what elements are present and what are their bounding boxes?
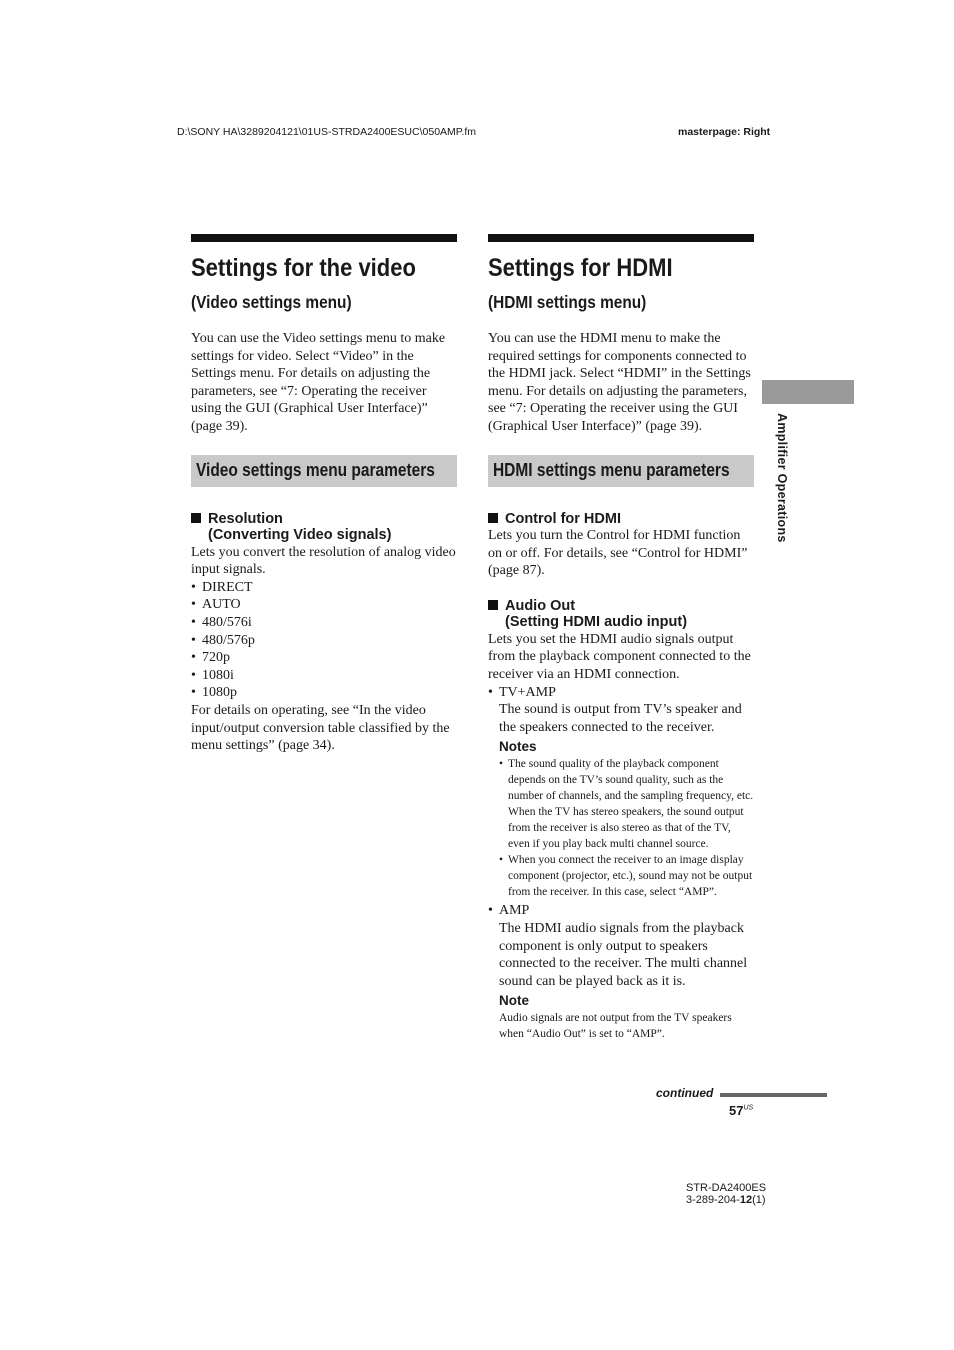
section-band-hdmi [488,455,754,487]
heading-resolution: Resolution (Converting Video signals) [191,511,457,544]
header-file-path: D:\SONY HA\3289204121\01US-STRDA2400ESUC\050AMP.fm [177,126,477,138]
part-code: 3-289-204-12(1) [686,1194,766,1206]
page-number: $57^{US}$ [729,1103,754,1118]
continued-label: continued [656,1086,714,1100]
option-amp-desc: The HDMI audio signals from the playback component is only output to speakers connected to the receiver. The multi channel sound can be played back as it is. [499,921,748,989]
audio-out-options [488,684,754,702]
notes-list [488,756,754,900]
title-rule [191,234,457,242]
section-band-video [191,455,457,487]
heading-control-for-hdmi: Control for HDMI [488,511,754,528]
list-item: • 480/576p [191,632,457,650]
page-title-video: Settings for the video [191,254,416,282]
list-item: • AUTO [191,596,457,614]
intro-video: You can use the Video settings menu to make settings for video. Select “Video” in the Settings menu. For details on adjusting the parameters, see “7: Operating the receiver using the GUI (Graphical User Interface)” (page 39). [191,331,446,434]
list-item: • TV+AMP [488,684,754,702]
model-number: STR-DA2400ES [686,1182,767,1194]
square-bullet-icon [488,600,498,610]
list-item: • The sound quality of the playback component depends on the TV’s sound quality, such as the number of channels, and the sampling frequency, etc. When the TV has stereo speakers, the sound output from the receiver is also stereo as that of the TV, even if you play back multi channel source. [488,756,754,852]
audio-out-desc: Lets you set the HDMI audio signals output from the playback component connected to the receiver via an HDMI connection. [488,631,751,683]
header-masterpage: masterpage: Right [678,126,771,138]
title-rule [488,234,754,242]
subtitle-hdmi: (HDMI settings menu) [488,292,647,312]
list-item: • AMP [488,902,754,920]
list-item: • 1080i [191,667,457,685]
resolution-options [191,579,457,702]
list-item: • 1080p [191,684,457,702]
list-item: • 720p [191,649,457,667]
side-tab-label: Amplifier Operations [775,413,789,543]
section-band-video-label: Video settings menu parameters [196,460,435,481]
notes-heading: Notes [499,739,537,755]
resolution-desc: Lets you convert the resolution of analog video input signals. [191,544,456,578]
resolution-footer: For details on operating, see “In the video input/output conversion table classified by the menu settings” (page 34). [191,702,450,754]
right-column [488,234,754,1042]
list-item: • DIRECT [191,579,457,597]
subtitle-video: (Video settings menu) [191,292,352,312]
left-column [191,234,457,755]
square-bullet-icon [488,513,498,523]
side-tab-marker [762,380,854,404]
note-heading: Note [499,993,529,1009]
audio-out-options-2 [488,902,754,920]
page-title-hdmi: Settings for HDMI [488,254,673,282]
section-band-hdmi-label: HDMI settings menu parameters [493,460,730,481]
option-tv-amp-desc: The sound is output from TV’s speaker and the speakers connected to the receiver. [499,702,742,735]
continued-bar [720,1093,827,1097]
list-item: • 480/576i [191,614,457,632]
intro-hdmi: You can use the HDMI menu to make the required settings for components connected to the HDMI jack. Select “HDMI” in the Settings menu. For details on adjusting the parameters, see “7: Operating the receiver using the GUI (Graphical User Interface)” (page 39). [488,331,751,434]
square-bullet-icon [191,513,201,523]
control-desc: Lets you turn the Control for HDMI function on or off. For details, see “Control for HDMI” (page 87). [488,528,748,579]
note-body: Audio signals are not output from the TV speakers when “Audio Out” is set to “AMP”. [499,1012,732,1041]
list-item: • When you connect the receiver to an image display component (projector, etc.), sound may not be output from the receiver. In this case, select “AMP”. [488,852,754,900]
heading-audio-out: Audio Out (Setting HDMI audio input) [488,598,754,631]
